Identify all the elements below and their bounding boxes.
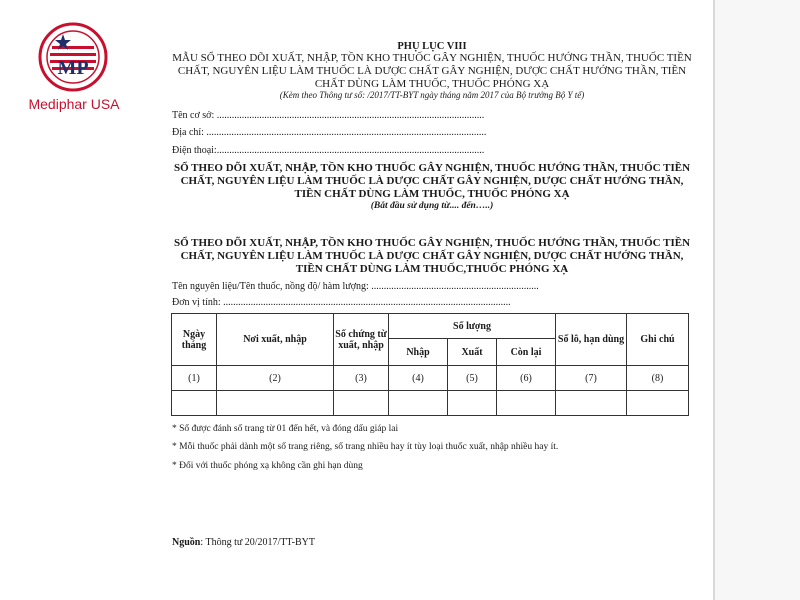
empty-cell	[334, 391, 389, 416]
empty-cell	[172, 391, 217, 416]
ledger-page-title: SỔ THEO DÕI XUẤT, NHẬP, TỒN KHO THUỐC GÂY NGHIỆN, THUỐC HƯỚNG THẦN, THUỐC TIỀN CHẤT, NGUYÊN LIỆU LÀM THUỐC LÀ DƯỢC CHẤT GÂY NGHIỆN, DƯỢC CHẤT HƯỚNG THẦN, TIỀN CHẤT DÙNG LÀM THUỐC,THUỐC PHÓNG XẠ	[173, 237, 691, 275]
col-remain-header: Còn lại	[497, 339, 556, 366]
note-page-numbering: * Sổ được đánh số trang từ 01 đến hết, và đóng dấu giáp lai	[172, 424, 399, 434]
appendix-subtitle: MẪU SỔ THEO DÕI XUẤT, NHẬP, TỒN KHO THUỐC GÂY NGHIỆN, THUỐC HƯỚNG THẦN, THUỐC TIỀN CHẤT, NGUYÊN LIỆU LÀM THUỐC LÀ DƯỢC CHẤT GÂY NGHIỆN, DƯỢC CHẤT HƯỚNG THẦN, TIỀN CHẤT DÙNG LÀM THUỐC, THUỐC PHÓNG XẠ	[172, 52, 692, 90]
empty-cell	[556, 391, 627, 416]
col-number-6: (6)	[497, 366, 556, 391]
ledger-usage-period: (Bắt đầu sử dụng từ.... đến…..)	[370, 201, 494, 211]
page-gutter	[715, 0, 800, 600]
table-number-row	[172, 366, 689, 391]
empty-cell	[627, 391, 689, 416]
col-date-header: Ngày tháng	[172, 314, 217, 366]
col-number-1: (1)	[172, 366, 217, 391]
material-name-field: Tên nguyên liệu/Tên thuốc, nồng độ/ hàm lượng: ...................................................................	[172, 281, 539, 292]
brand-name: Mediphar USA	[28, 96, 120, 112]
mediphar-logo	[38, 22, 108, 92]
ledger-table	[171, 313, 689, 416]
logo-monogram: MP	[57, 57, 89, 79]
note-radioactive: * Đối với thuốc phóng xạ không cần ghi hạn dùng	[172, 461, 363, 471]
col-number-8: (8)	[627, 366, 689, 391]
col-number-3: (3)	[334, 366, 389, 391]
appendix-title: PHỤ LỤC VIII	[397, 41, 467, 52]
source-label: Nguồn	[172, 537, 201, 548]
col-lot-header: Số lô, hạn dùng	[556, 314, 627, 366]
col-in-header: Nhập	[389, 339, 448, 366]
col-quantity-header: Số lượng	[389, 314, 556, 339]
col-number-4: (4)	[389, 366, 448, 391]
source-line	[172, 537, 315, 548]
table-empty-row	[172, 391, 689, 416]
ledger-cover-title: SỔ THEO DÕI XUẤT, NHẬP, TỒN KHO THUỐC GÂY NGHIỆN, THUỐC HƯỚNG THẦN, THUỐC TIỀN CHẤT, NGUYÊN LIỆU LÀM THUỐC LÀ DƯỢC CHẤT GÂY NGHIỆN, DƯỢC CHẤT HƯỚNG THẦN, TIỀN CHẤT DÙNG LÀM THUỐC, THUỐC PHÓNG XẠ	[173, 162, 691, 200]
col-out-header: Xuất	[448, 339, 497, 366]
col-place-header: Nơi xuất, nhập	[217, 314, 334, 366]
empty-cell	[448, 391, 497, 416]
note-separate-pages: * Mỗi thuốc phải dành một số trang riêng, số trang nhiều hay ít tùy loại thuốc xuất, nhập nhiều hay ít.	[172, 442, 559, 452]
empty-cell	[497, 391, 556, 416]
empty-cell	[389, 391, 448, 416]
source-text: : Thông tư 20/2017/TT-BYT	[200, 537, 315, 548]
address-field: Địa chỉ: ................................................................................................................	[172, 127, 487, 138]
unit-field: Đơn vị tính: ...................................................................................................................	[172, 297, 511, 308]
col-number-2: (2)	[217, 366, 334, 391]
appendix-note: (Kèm theo Thông tư số: /2017/TT-BYT ngày tháng năm 2017 của Bộ trưởng Bộ Y tế)	[279, 90, 585, 100]
col-voucher-header: Số chứng từ xuất, nhập	[334, 314, 389, 366]
table-header-row	[172, 314, 689, 339]
facility-name-field: Tên cơ sở: ...........................................................................................................	[172, 110, 485, 121]
col-number-5: (5)	[448, 366, 497, 391]
empty-cell	[217, 391, 334, 416]
phone-field: Điện thoại:...........................................................................................................	[172, 145, 485, 156]
col-note-header: Ghi chú	[627, 314, 689, 366]
col-number-7: (7)	[556, 366, 627, 391]
